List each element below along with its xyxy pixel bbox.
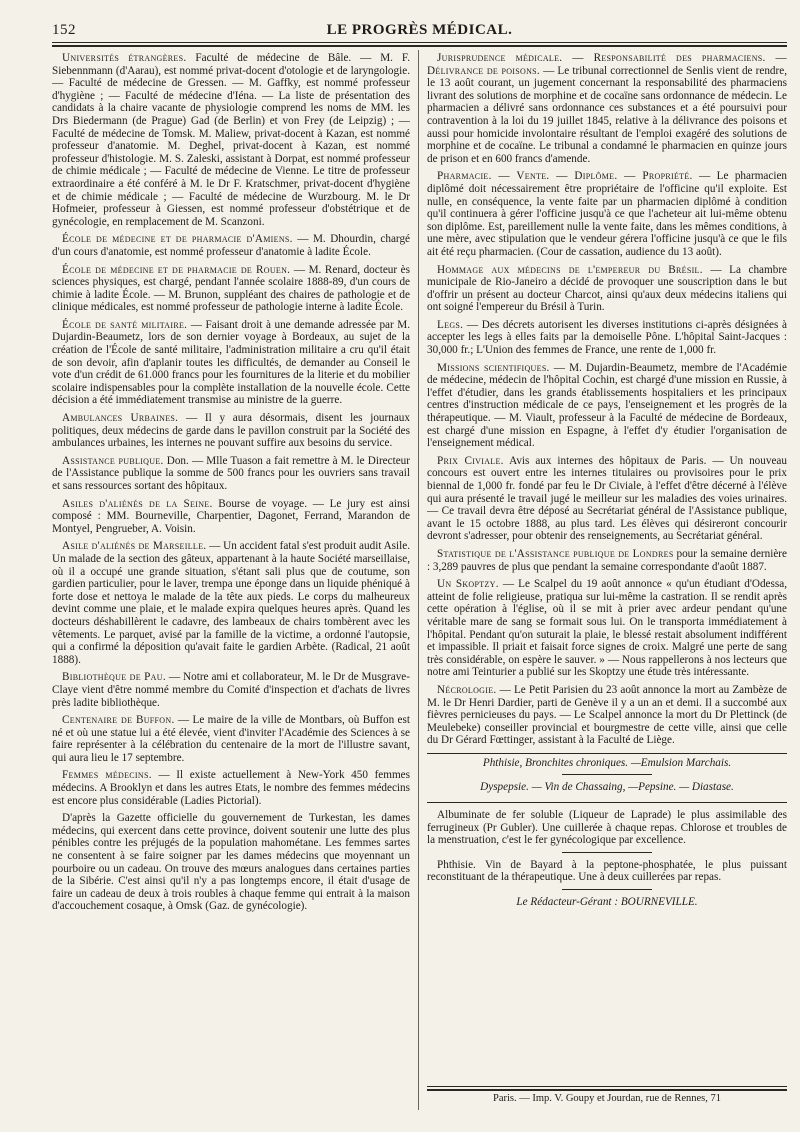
item-heading: École de santé militaire. [62,318,188,331]
right-column [427,52,787,1107]
item-text: Bourse de voyage. — Le jury est ainsi composé : MM. Bourneville, Charpentier, Dagonet, Ferrand, Marandon de Montyel, Pengrueber, A. Voisin. [52,497,410,535]
item-text: — Faisant droit à une demande adressée par M. Dujardin-Beaumetz, lors de son dernier voyage à Bordeaux, au sujet de la création de l'École de santé militaire, l'administration militaire a cru qu'il était de son devoir, afin d'aplanir toutes les difficultés, de demander au Conseil le vote d'un crédit de 61.000 francs pour les fournitures de la literie et du mobilier scolaire indispensables pour la complète installation de la nouvelle école. Cette décision a été immédiatement transmise au ministre de la guerre. [52,318,410,407]
item-heading: Jurisprudence médicale. — Responsabilité des pharmaciens. — Délivrance de poisons. [427,52,787,77]
news-item [52,455,410,493]
ad-separator [562,774,652,775]
item-heading: Missions scientifiques. [437,361,550,374]
printer-imprint: Paris. — Imp. V. Goupy et Jourdan, rue de Rennes, 71 [493,1093,721,1104]
item-text: — Des décrets autorisent les diverses institutions ci-après désignées à accepter les legs à elles faits par la demoiselle Pône. L'hôpital Saint-Jacques : 30,000 fr.; L'Union des femmes de France, une rente de 1,000 fr. [427,318,787,357]
news-item [427,52,787,165]
item-heading: Prix Civiale. [437,454,504,467]
item-text: — Il y aura désormais, disent les journaux politiques, deux médecins de garde dans le pavillon construit par la Société des ambulances urbaines, les internes ne pouvant suffire aux besoins du service. [52,412,410,450]
news-item [52,52,410,228]
ad-separator [562,852,652,853]
footer-rule-thin [427,1086,787,1087]
item-heading: Centenaire de Buffon. [62,714,175,727]
news-item [52,264,410,314]
item-heading: Asile d'aliénés de Marseille. [62,540,207,553]
news-item [427,319,787,357]
news-item [52,412,410,450]
item-text: D'après la Gazette officielle du gouvernement de Turkestan, les dames médecins, qui exercent dans cette province, doivent soutenir une lutte des plus pénibles contre les préjugés de la population mahométane. Les femmes sartes ne consentent à se faire soigner par les dames médecins que moyennant un pourboire ou un cadeau. On trouve des mœurs analogues dans certaines parties de la Sibérie. C'est ainsi qu'il n'y a pas longtemps encore, il était d'usage de faire un cadeau de deux à trois roubles à chaque femme qui entrait à la maison d'accouchement cosaque, à Omsk (Gaz. de gynécologie). [52,812,410,913]
item-text: pour la semaine dernière : 3,289 pauvres de plus que pendant la semaine correspondante d'août 1887. [427,547,787,573]
item-heading: Un Skoptzy. [437,578,499,591]
journal-title: LE PROGRÈS MÉDICAL. [326,22,513,38]
item-text: Avis aux internes des hôpitaux de Paris. — Un nouveau concours est ouvert entre les internes titulaires ou provisoires pour le prix biennal de 1,000 fr. fondé par feu le Dr Civiale, à l'effet d'être décerné à l'élève qui aura présenté le travail jugé le meilleur sur les maladies des voies urinaires. — Ce travail devra être déposé au Secrétariat général de l'Assistance publique, avant le 15 octobre 1888, au plus tard. Les élèves qui désireront concourir devront s'adresser, pour obtenir des renseignements, au Secrétariat général. [427,454,787,543]
ad-separator [562,889,652,890]
item-text: — M. Renard, docteur ès sciences physiques, est chargé, pendant l'année scolaire 1888-89, d'un cours de chimie à ladite École. — M. Brunon, suppléant des chaires de pathologie et de clinique médicales, est nommé professeur de pathologie interne à ladite École. [52,263,410,314]
news-item [427,684,787,747]
header-rule-thick [52,45,787,47]
footer-rule-thick [427,1089,787,1091]
item-text: — Le pharmacien diplômé doit nécessairement être propriétaire de l'officine qu'il exploite. Est nulle, en conséquence, la vente faite par un pharmacien diplômé à condition qu'il continuera à gérer l'officine jusqu'à ce que l'acheteur ait lui-même obtenu son diplôme. Est, pareillement nulle la vente faite, dans les mêmes conditions, à une mère, avec stipulation que le vendeur gérera l'officine jusqu'à ce que le fils ait été reçu pharmacien. (Cour de cassation, audience du 13 août). [427,170,787,258]
ad-line: Phthisie, Bronchites chroniques. —Emulsion Marchais. [482,756,732,769]
ad-paragraph: Albuminate de fer soluble (Liqueur de Laprade) le plus assimilable des ferrugineux (Pr Gubler). Une cuillerée à chaque repas. Chlorose et troubles de la menstruation, c'est le fer gynécologique par excellence. [427,809,787,847]
news-item [52,319,410,407]
item-heading: Legs. [437,318,464,331]
news-item [427,264,787,314]
item-heading: Assistance publique. [62,454,164,467]
item-heading: Femmes médecins. [62,769,152,782]
ad-line: Dyspepsie. — Vin de Chassaing, —Pepsine. — Diastase. [480,781,734,794]
item-heading: Ambulances Urbaines. [62,412,179,425]
ad-paragraph: Phthisie. Vin de Bayard à la peptone-phosphatée, le plus puissant reconstituant de la thérapeutique. Une à deux cuillerées par repas. [427,858,787,884]
news-item [427,170,787,258]
item-heading: Asiles d'aliénés de la Seine. [62,497,213,510]
news-item [52,812,410,913]
item-heading: Hommage aux médecins de l'empereur du Brésil. [437,263,703,276]
news-item [52,671,410,709]
item-text: — Notre ami et collaborateur, M. le Dr de Musgrave-Claye vient d'être nommé membre du Comité d'inspection et d'achats de livres près ladite bibliothèque. [52,671,410,709]
header-rule-thin [52,42,787,43]
item-text: — Le maire de la ville de Montbars, où Buffon est né et où une statue lui a été élevée, vient d'inviter l'Académie des Sciences à se faire représenter à la célébration du centenaire de la mort de l'illustre savant, qui aura lieu le 17 septembre. [52,714,410,764]
item-heading: Pharmacie. — Vente. — Diplôme. — Propriété. [437,170,693,183]
item-heading: Universités étrangères. [62,52,187,64]
item-heading: École de médecine et de pharmacie d'Amiens. [62,233,293,246]
item-heading: Statistique de l'Assistance publique de Londres [437,547,674,560]
item-heading: École de médecine et de pharmacie de Rouen. [62,263,291,276]
column-divider [418,50,419,1110]
item-text: Faculté de médecine de Bâle. — M. F. Siebennmann (d'Aarau), est nommé privat-docent d'otologie et de laryngologie. — Faculté de médecine de Gressen. — M. Gaffky, est nommé professeur d'hygiène ; — Faculté de médecine d'Iéna. — La liste de présentation des candidats à la chaire vacante de physiologie comprend les noms de MM. les Drs Biedermann (de Prague) Gad (de Berlin) et von Frey (de Leipzig) ; — Faculté de médecine de Tomsk. M. Maliew, privat-docent à Kazan, est nommé professeur d'anatomie. M. Deghel, privat-docent à Kazan, est nommé professeur d'histologie. M. S. Zaleski, assistant à Dorpat, est nommé professeur de chimie médicale ; — Faculté de médecine de Vienne. Le titre de professeur extraordinaire a été conféré à M. le Dr F. Kratschmer, privat-docent d'hygiène et de chimie médicale ; — Faculté de médecine de Wurzbourg. M. le Dr Hofmeier, professeur à Giessen, est nommé professeur d'obstétrique et de gynécologie, en remplacement de M. Scanzoni. [52,52,410,228]
item-text: — Le Scalpel du 19 août annonce « qu'un étudiant d'Odessa, atteint de folie religieuse, pratiqua sur lui-même la castration. Il se rendit après cette opération à l'église, où il se mit à prier avec ardeur pendant qu'une véritable mare de sang se formait sous lui. On le transporta immédiatement à l'hôpital. Pendant qu'on suturait la plaie, le blessé restait absolument indifférent et impassible. Il priait et faisait force signes de croix. Malgré une perte de sang très considérable, on espère le sauver. » — Nous rappellerons à nos lecteurs que notre ami Teinturier a publié sur les Skoptzy une étude très intéressante. [427,578,787,679]
item-text: — Le Petit Parisien du 23 août annonce la mort au Zambèze de M. le Dr Henri Dardier, parti de Genève il y a un an et demi. Il a succombé aux fièvres pernicieuses du pays. — Le Scalpel annonce la mort du Dr Plettinck (de Meulebeke) conseiller provincial et bourgmestre de cette ville, ainsi que celle du Dr Gérard Fœttinger, assistant à la Faculté de Liège. [427,683,787,747]
news-item [427,578,787,679]
item-text: — Le tribunal correctionnel de Senlis vient de rendre, le 13 août courant, un jugement concernant la responsabilité des pharmaciens livrant des solutions de morphine et de cocaïne sans ordonnance de médecin. Le pharmacien a délivré sans ordonnance ces substances et a été poursuivi pour contravention à la loi du 19 juillet 1845, relative à la délivrance des poisons et aussi pour homicide involontaire résultant de l'emploi exagéré des solutions de morphine et de cocaïne. Le tribunal a condamné le pharmacien en quinze jours de prison et en 600 francs d'amende. [427,64,787,165]
item-text: — Il existe actuellement à New-York 450 femmes médecins. A Brooklyn et dans les autres Etats, le nombre des femmes médecins est encore plus considérable (Ladies Pictorial). [52,769,410,807]
news-item [427,455,787,543]
news-item [52,540,410,666]
left-column [52,52,410,1107]
news-item [427,548,787,573]
editor-signature: Le Rédacteur-Gérant : BOURNEVILLE. [516,896,698,909]
item-text: Don. — Mlle Tuason a fait remettre à M. le Directeur de l'Assistance publique la somme de 500 francs pour les ouvriers sans travail et sans ressources sortant des hôpitaux. [52,454,410,492]
news-item [52,714,410,764]
item-heading: Bibliothèque de Pau. [62,671,166,684]
news-item [52,233,410,258]
page-number: 152 [52,22,76,38]
item-text: — Un accident fatal s'est produit audit Asile. Un malade de la section des gâteux, appartenant à la haute Société marseillaise, où il a occupé une grande situation, s'étant sali plus que de coutume, son gardien particulier, pour le laver, trempa une éponge dans un liquide phéniqué à forte dose et nettoya le malade de la tête aux pieds. Le corps du malheureux devint comme une plaie, et le malade expira quelques heures après. Quand les docteurs déshabillèrent le cadavre, des lambeaux de chairs tombèrent avec les vêtements. Le parquet, avisé par la famille de la victime, a ordonné l'autopsie, qui a confirmé la déposition qu'avait faite le gardien Arbète. (Radical, 21 août 1888). [52,540,410,666]
item-text: — La chambre municipale de Rio-Janeiro a décidé de provoquer une souscription dans le but d'offrir un présent au docteur Charcot, ainsi qu'aux deux médecins italiens qui ont soigné l'empereur du Brésil à Turin. [427,263,787,314]
page-header [52,22,787,42]
item-heading: Nécrologie. [437,683,497,696]
advertisement-block [427,753,787,803]
item-text: — M. Dujardin-Beaumetz, membre de l'Académie de médecine, médecin de l'hôpital Cochin, est chargé d'une mission en Russie, à l'effet d'étudier, dans les grands établissements hospitaliers et les principaux centres d'instruction médicale de ce pays, l'enseignement et les progrès de la thérapeutique. — M. Viault, professeur à la Faculté de médecine de Bordeaux, est chargé d'une mission en Espagne, à l'effet d'y étudier l'organisation de l'enseignement médical. [427,361,787,450]
news-item [427,362,787,450]
item-text: — M. Dhourdin, chargé d'un cours d'anatomie, est nommé professeur d'anatomie à ladite École. [52,233,410,258]
news-item [52,769,410,807]
news-item [52,498,410,536]
